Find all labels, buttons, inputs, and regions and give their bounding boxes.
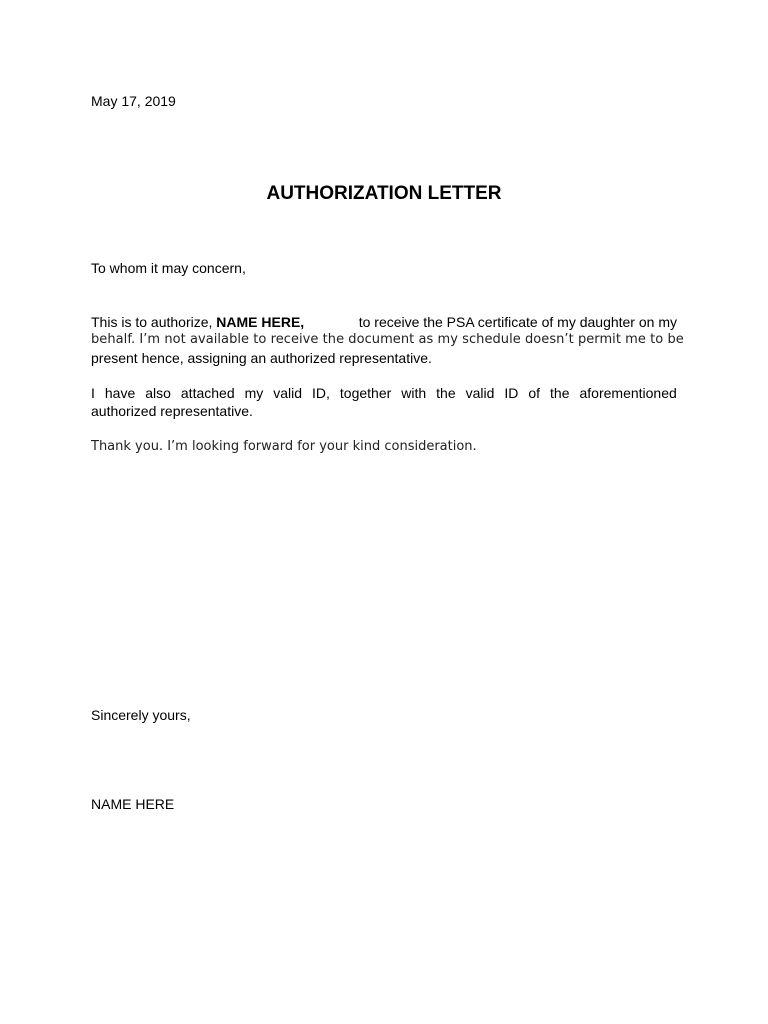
paragraph-word: with	[401, 385, 427, 401]
paragraph-line	[91, 313, 677, 331]
signature-name: NAME HERE	[91, 796, 175, 812]
paragraph-text: This is to authorize,	[91, 314, 213, 330]
salutation: To whom it may concern,	[91, 260, 246, 276]
paragraph-word: together	[339, 385, 392, 401]
paragraph-line: present hence, assigning an authorized representative.	[91, 350, 432, 366]
paragraph-word: attached	[180, 385, 235, 401]
paragraph-word: ID,	[312, 385, 330, 401]
representative-name: NAME HERE,	[216, 314, 305, 330]
paragraph-word: also	[145, 385, 171, 401]
paragraph-word: of	[528, 385, 541, 401]
paragraph-line	[91, 384, 677, 402]
paragraph-word: I	[91, 385, 95, 401]
letter-title: AUTHORIZATION LETTER	[266, 183, 502, 204]
paragraph-word: aforementioned	[579, 385, 677, 401]
paragraph-line: behalf. I’m not available to receive the document as my schedule doesn’t permit me to be	[91, 332, 684, 347]
paragraph-line: authorized representative.	[91, 403, 253, 419]
thank-you-line: Thank you. I’m looking forward for your kind consideration.	[91, 439, 477, 454]
closing: Sincerely yours,	[91, 707, 191, 723]
paragraph-word: my	[244, 385, 264, 401]
authorization-paragraph	[91, 313, 684, 367]
paragraph-word: valid	[273, 385, 303, 401]
letter-date: May 17, 2019	[91, 93, 176, 109]
paragraph-word: ID	[504, 385, 519, 401]
paragraph-word: the	[436, 385, 456, 401]
paragraph-word: the	[550, 385, 570, 401]
paragraph-word: have	[104, 385, 136, 401]
attachment-paragraph	[91, 384, 677, 420]
paragraph-word: valid	[465, 385, 495, 401]
paragraph-text: to receive the PSA certificate of my daughter on my	[358, 314, 677, 330]
